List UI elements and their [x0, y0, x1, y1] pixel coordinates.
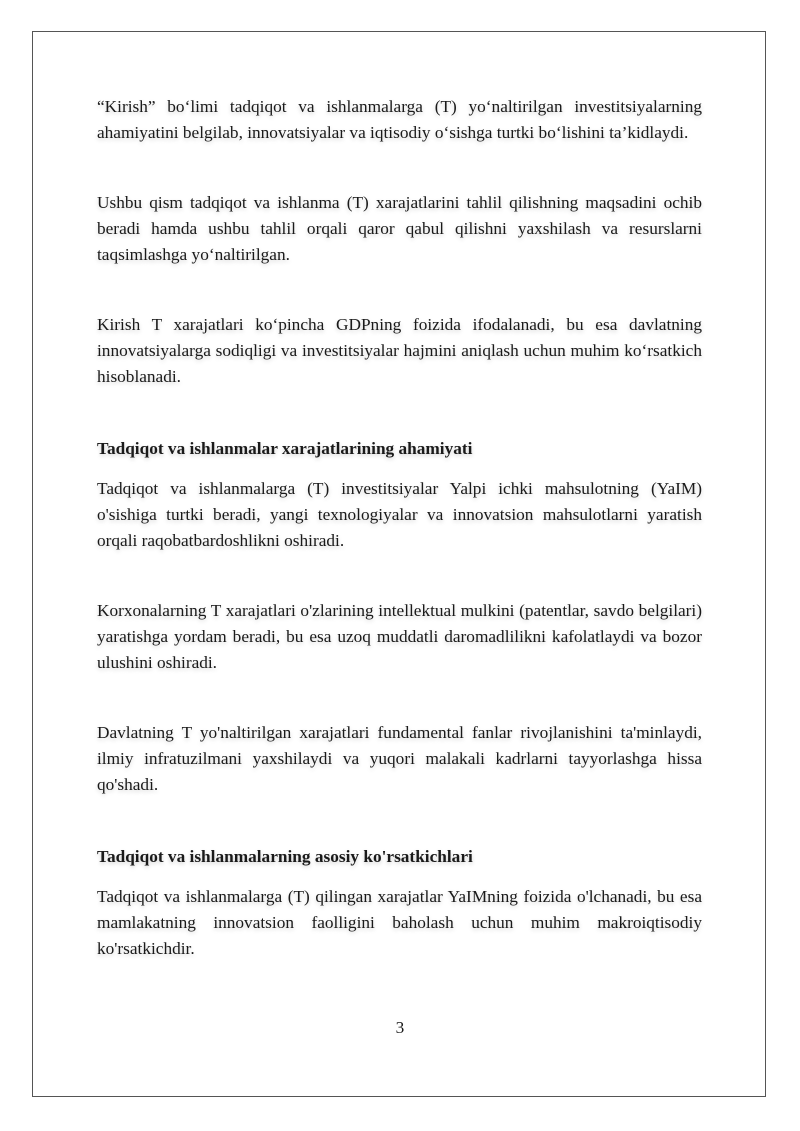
section-heading-importance: Tadqiqot va ishlanmalar xarajatlarining ahamiyati: [97, 439, 473, 458]
section1-paragraph-3: Davlatning T yo'naltirilgan xarajatlari fundamental fanlar rivojlanishini ta'minlaydi, ilmiy infratuzilmani yaxshilaydi va yuqori malakali kadrlarni tayyorlashga hissa qo'shadi.: [97, 723, 702, 794]
intro-paragraph-3: Kirish T xarajatlari ko‘pincha GDPning foizida ifodalanadi, bu esa davlatning innovatsiyalarga sodiqligi va investitsiyalar hajmini aniqlash uchun muhim ko‘rsatkich hisoblanadi.: [97, 315, 702, 386]
page-number: 3: [395, 1018, 405, 1037]
document-body: [97, 94, 702, 962]
intro-paragraph-1: “Kirish” bo‘limi tadqiqot va ishlanmalarga (T) yo‘naltirilgan investitsiyalarning ahamiyatini belgilab, innovatsiyalar va iqtisodiy o‘sishga turtki bo‘lishini ta’kidlaydi.: [97, 97, 702, 142]
intro-paragraph-2: Ushbu qism tadqiqot va ishlanma (T) xarajatlarini tahlil qilishning maqsadini ochib beradi hamda ushbu tahlil orqali qaror qabul qilishni yaxshilash va resurslarni taqsimlashga yo‘naltirilgan.: [97, 193, 702, 264]
section2-paragraph-1: Tadqiqot va ishlanmalarga (T) qilingan xarajatlar YaIMning foizida o'lchanadi, bu esa mamlakatning innovatsion faolligini baholash uchun muhim makroiqtisodiy ko'rsatkichdir.: [97, 887, 702, 958]
section-heading-indicators: Tadqiqot va ishlanmalarning asosiy ko'rsatkichlari: [97, 847, 473, 866]
section1-paragraph-2: Korxonalarning T xarajatlari o'zlarining intellektual mulkini (patentlar, savdo belgilari) yaratishga yordam beradi, bu esa uzoq muddatli daromadlilikni kafolatlaydi va bozor ulushini oshiradi.: [97, 601, 702, 672]
section1-paragraph-1: Tadqiqot va ishlanmalarga (T) investitsiyalar Yalpi ichki mahsulotning (YaIM) o'sishiga turtki beradi, yangi texnologiyalar va innovatsion mahsulotlarni yaratish orqali raqobatbardoshlikni oshiradi.: [97, 479, 702, 550]
